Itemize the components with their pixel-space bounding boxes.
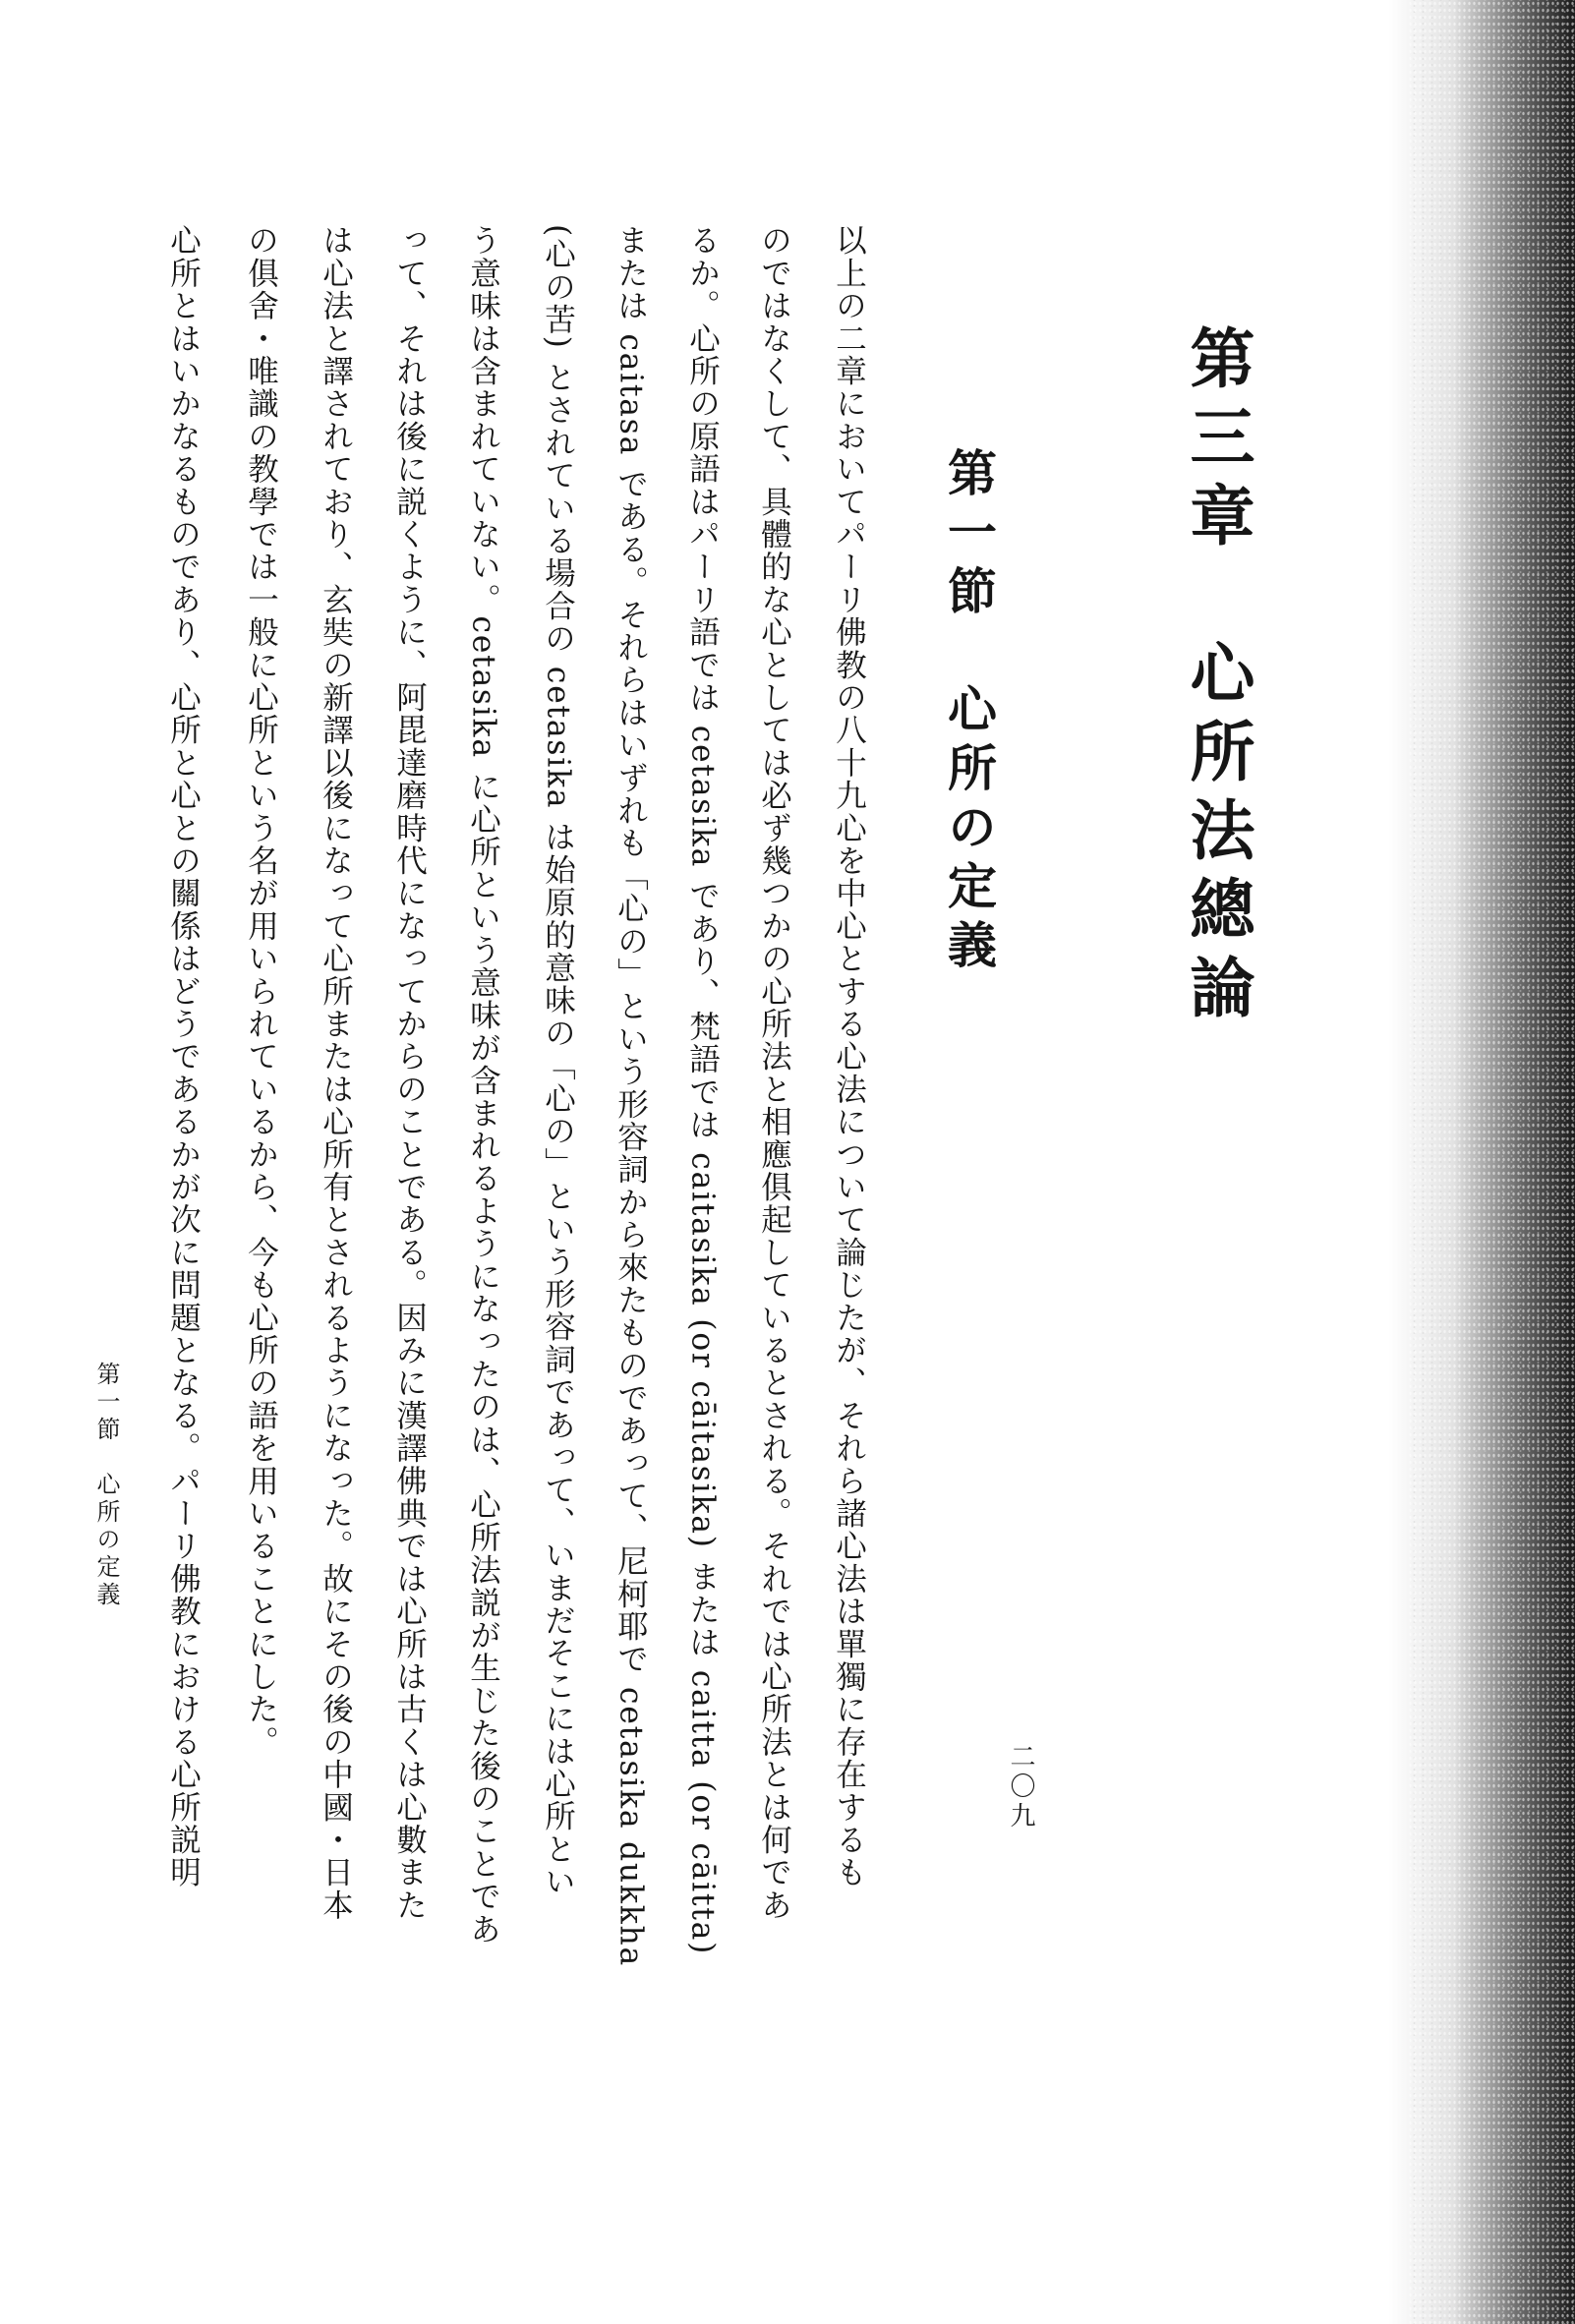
scan-edge-noise (1408, 0, 1575, 2324)
body-line: 心所とはいかなるものであり、心所と心との關係はどうであるかが次に問題となる。パーリ佛教における心所説明 (165, 224, 202, 1889)
running-footer: 第一節 心所の定義 (92, 1362, 120, 1609)
body-line: の俱舍・唯識の教學では一般に心所という名が用いられているから、今も心所の語を用いることにした。 (243, 224, 279, 1759)
chapter-title: 第三章 心所法總論 (1179, 324, 1255, 1032)
page-number: 二〇九 (1006, 1743, 1035, 1831)
section-title: 第一節 心所の定義 (940, 447, 998, 978)
body-line: 以上の二章においてパーリ佛教の八十九心を中心とする心法について論じたが、それら諸心法は單獨に存在するも (831, 224, 867, 1889)
body-line: (心の苦) とされている場合の cetasika は始原的意味の「心の」という形容詞であって、いまだそこには心所とい (540, 224, 576, 1898)
body-line: るか。心所の原語はパーリ語では cetasika であり、梵語では caitasika (or cāitasika) または caitta (or cāitta) (684, 224, 721, 1956)
body-line: は心法と譯されており、玄奘の新譯以後になって心所または心所有とされるようになった。故にその後の中國・日本 (318, 224, 354, 1922)
body-line: って、それは後に説くように、阿毘達磨時代になってからのことである。因みに漢譯佛典では心所は古くは心數また (391, 224, 428, 1922)
body-line: う意味は含まれていない。cetasika に心所という意味が含まれるようになったのは、心所法説が生じた後のことであ (465, 224, 501, 1946)
body-line: または caitasa である。それらはいずれも「心の」という形容詞から來たものであって、尼柯耶で cetasika dukkha (612, 224, 649, 1967)
body-line: のではなくして、具體的な心としては必ず幾つかの心所法と相應俱起しているとされる。それでは心所法とは何であ (756, 224, 792, 1922)
